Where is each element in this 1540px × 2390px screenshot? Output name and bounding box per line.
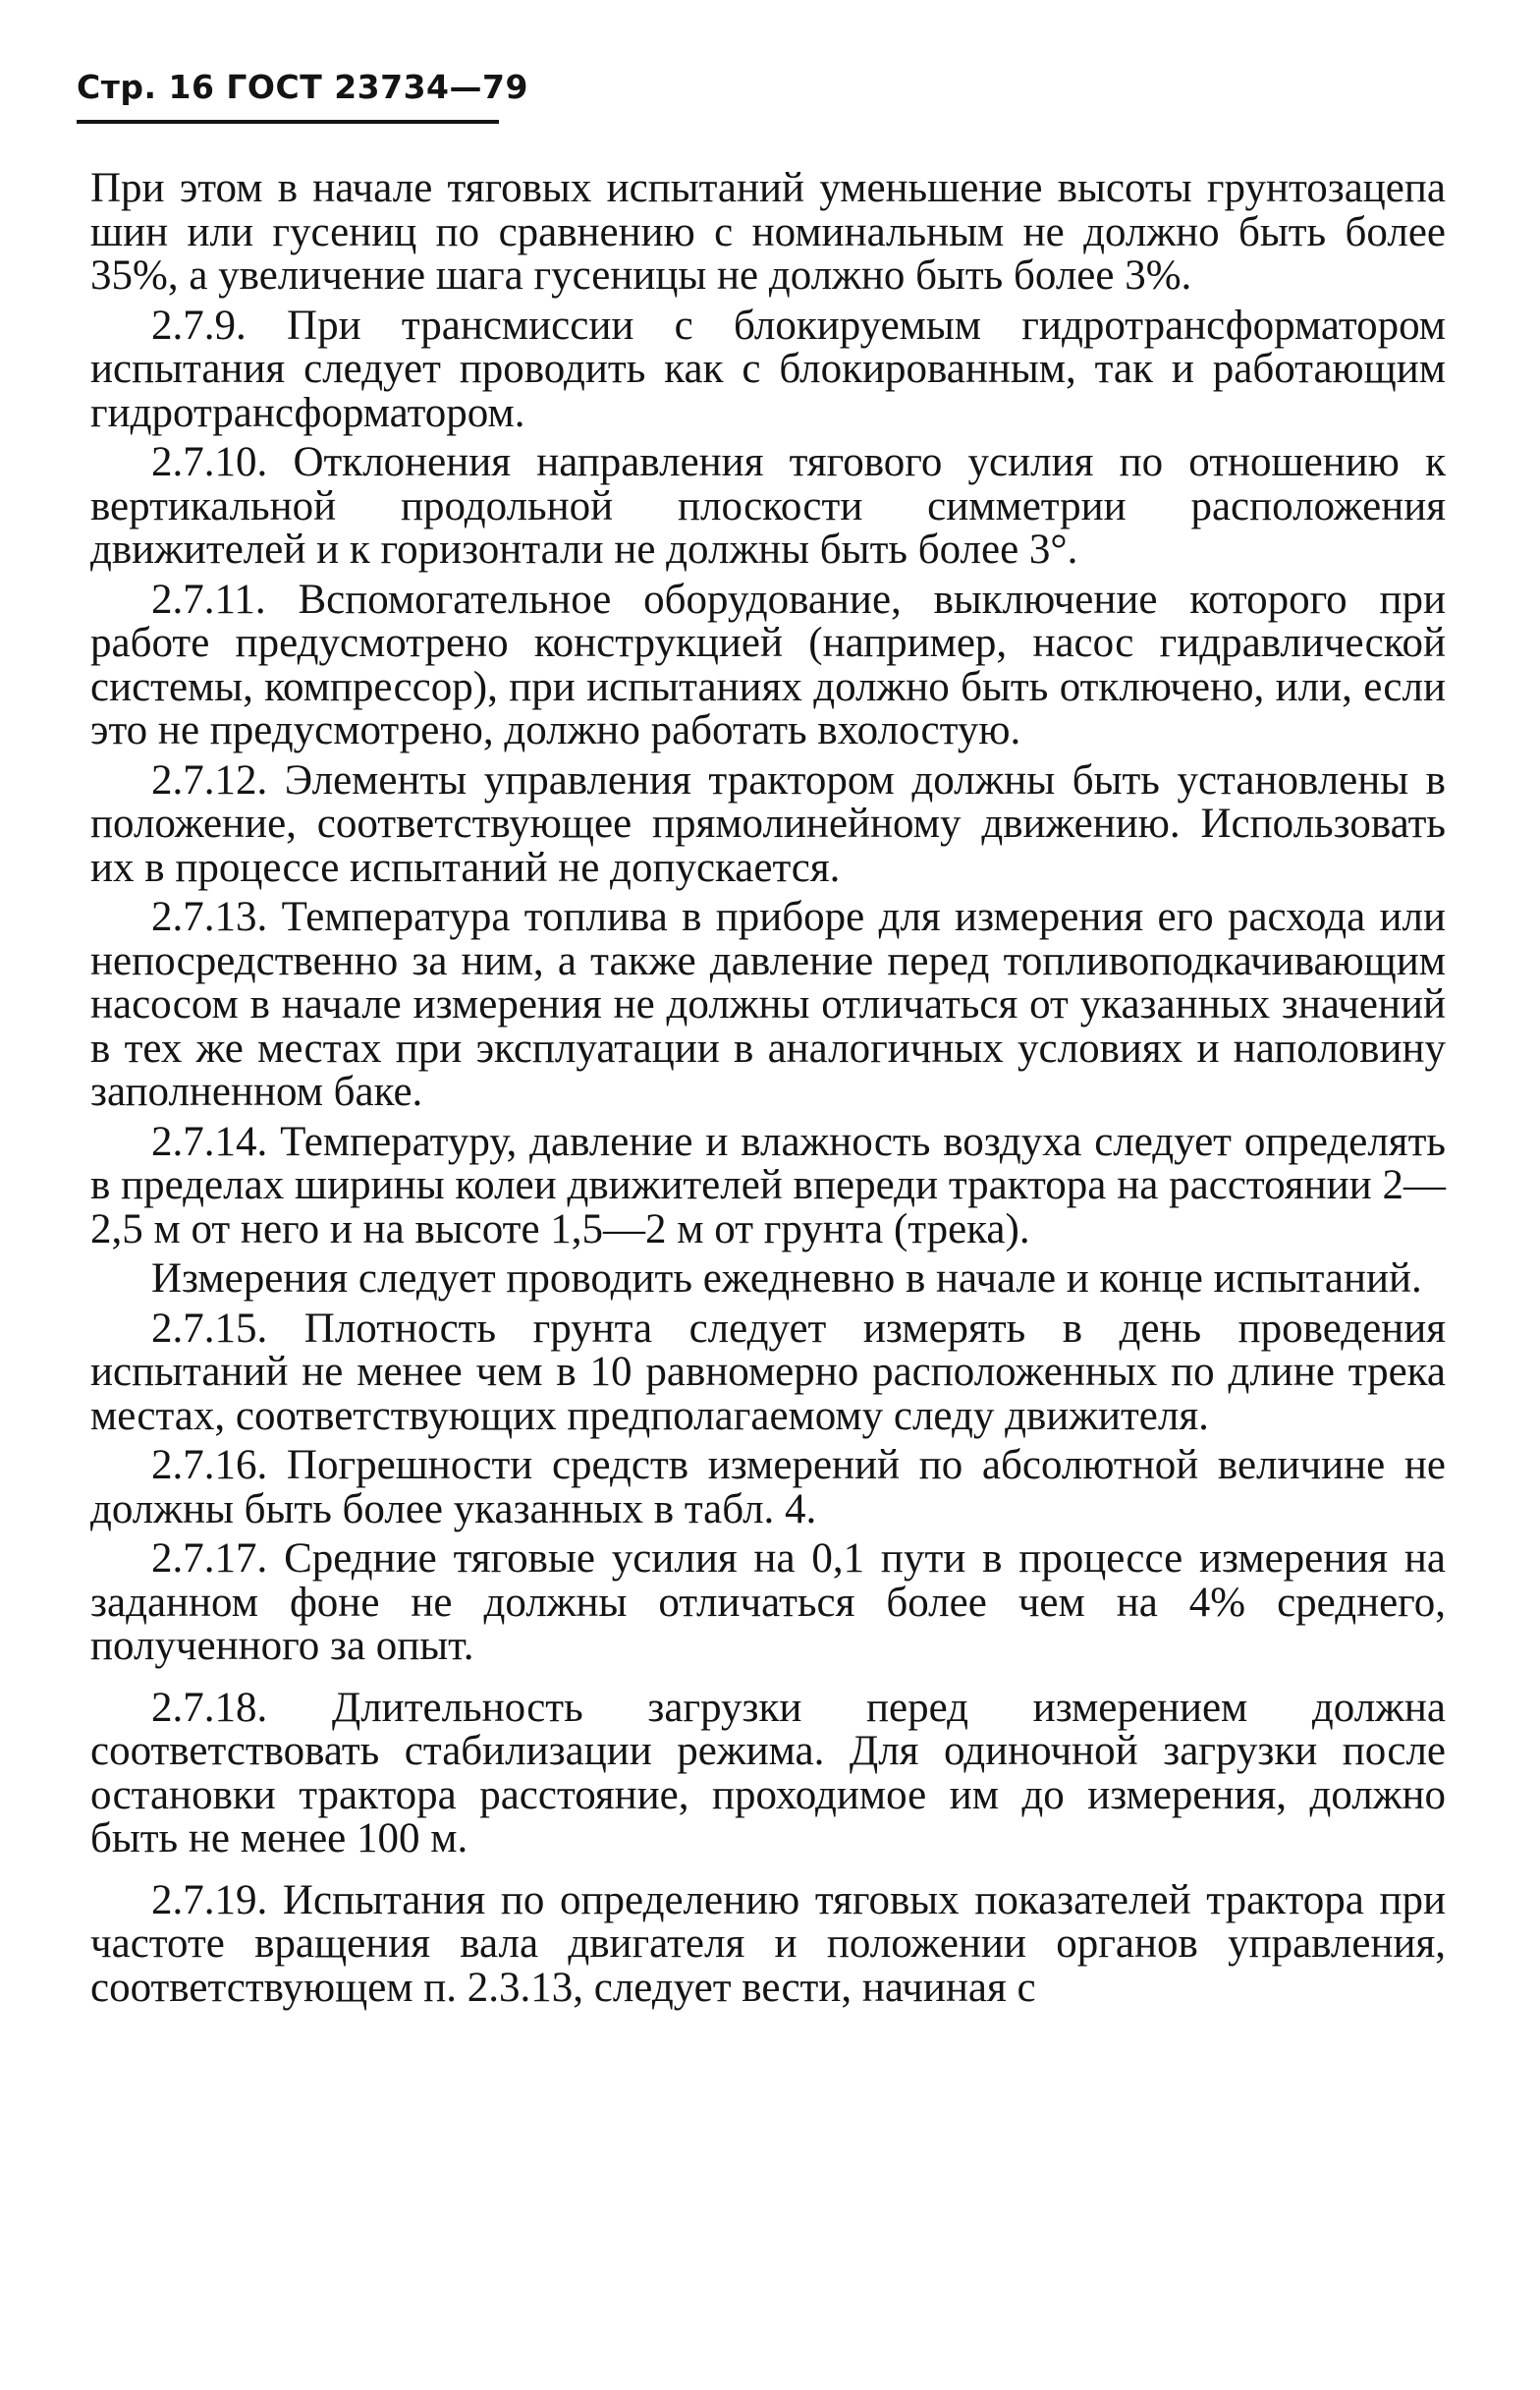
- paragraph-2-7-15: 2.7.15. Плотность грунта следует измерять в день проведения испытаний не менее чем в 10 равномерно расположенных по длине трека местах, соответствующих предполагаемому следу движителя.: [90, 1305, 1446, 1439]
- paragraph-intro: При этом в начале тяговых испытаний уменьшение высоты грунтозацепа шин или гусениц по сравнению с номинальным не должно быть более 35%, а увеличение шага гусеницы не должно быть более 3%.: [90, 165, 1446, 299]
- paragraph-2-7-13: 2.7.13. Температура топлива в приборе для измерения его расхода или непосредственно за ним, а также давление перед топливоподкачивающим насосом в начале измерения не должны отличаться от указанных значений в тех же местах при эксплуатации в аналогичных условиях и наполовину заполненном баке.: [90, 894, 1446, 1115]
- document-body: [90, 167, 1446, 2010]
- paragraph-2-7-18: 2.7.18. Длительность загрузки перед измерением должна соответствовать стабилизации режима. Для одиночной загрузки после остановки трактора расстояние, проходимое им до измерения, должно быть не менее 100 м.: [90, 1684, 1446, 1862]
- paragraph-2-7-14-continuation: Измерения следует проводить ежедневно в начале и конце испытаний.: [151, 1255, 1422, 1302]
- paragraph-2-7-14: 2.7.14. Температуру, давление и влажность воздуха следует определять в пределах ширины колеи движителей впереди трактора на расстоянии 2—2,5 м от него и на высоте 1,5—2 м от грунта (трека).: [90, 1118, 1446, 1252]
- paragraph-2-7-12: 2.7.12. Элементы управления трактором должны быть установлены в положение, соответствующее прямолинейному движению. Использовать их в процессе испытаний не допускается.: [90, 756, 1446, 891]
- paragraph-2-7-19: 2.7.19. Испытания по определению тяговых показателей трактора при частоте вращения вала двигателя и положении органов управления, соответствующем п. 2.3.13, следует вести, начиная с: [90, 1876, 1446, 2011]
- paragraph-2-7-11: 2.7.11. Вспомогательное оборудование, выключение которого при работе предусмотрено конструкцией (например, насос гидравлической системы, компрессор), при испытаниях должно быть отключено, или, если это не предусмотрено, должно работать вхолостую.: [90, 576, 1446, 753]
- paragraph-2-7-16: 2.7.16. Погрешности средств измерений по абсолютной величине не должны быть более указанных в табл. 4.: [90, 1442, 1446, 1532]
- paragraph-2-7-10: 2.7.10. Отклонения направления тягового усилия по отношению к вертикальной продольной плоскости симметрии расположения движителей и к горизонтали не должны быть более 3°.: [90, 439, 1446, 573]
- header-rule: [77, 120, 499, 124]
- page-header: Стр. 16 ГОСТ 23734—79: [77, 68, 528, 106]
- paragraph-2-7-17: 2.7.17. Средние тяговые усилия на 0,1 пути в процессе измерения на заданном фоне не должны отличаться более чем на 4% среднего, полученного за опыт.: [90, 1535, 1446, 1669]
- paragraph-2-7-9: 2.7.9. При трансмиссии с блокируемым гидротрансформатором испытания следует проводить как с блокированным, так и работающим гидротрансформатором.: [90, 302, 1446, 436]
